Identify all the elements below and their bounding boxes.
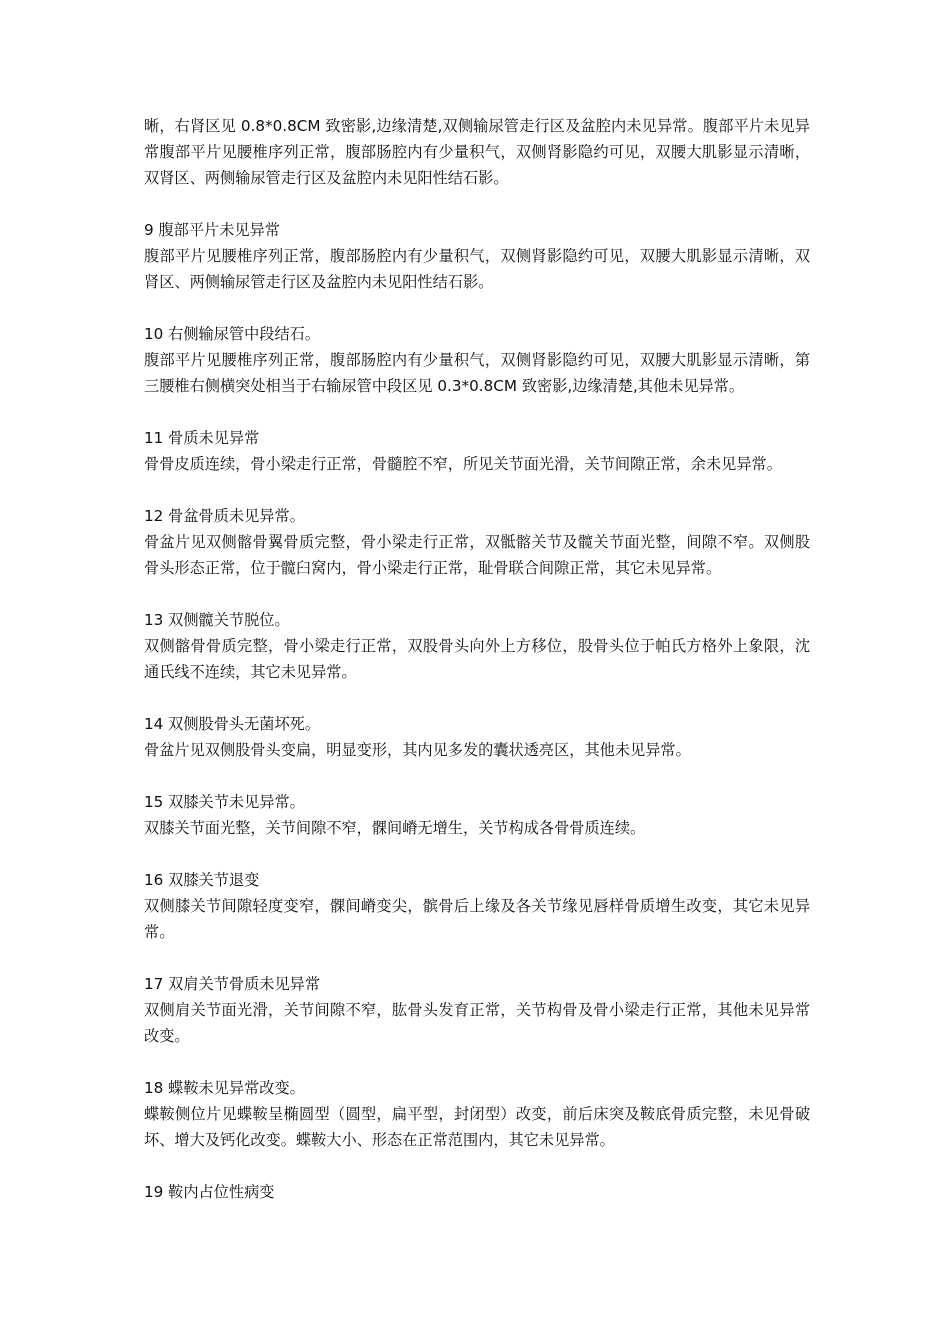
- section-17: [144, 971, 810, 1049]
- section-body: 双膝关节面光整，关节间隙不窄，髁间嵴无增生，关节构成各骨骨质连续。: [144, 819, 646, 837]
- section-heading: 15 双膝关节未见异常。: [144, 793, 305, 811]
- section-body: 腹部平片见腰椎序列正常，腹部肠腔内有少量积气，双侧肾影隐约可见，双腰大肌影显示清晰，双肾区、两侧输尿管走行区及盆腔内未见阳性结石影。: [144, 247, 810, 291]
- section-11: [144, 425, 810, 477]
- section-body: 骨盆片见双侧股骨头变扁，明显变形，其内见多发的囊状透亮区，其他未见异常。: [144, 741, 691, 759]
- section-10: [144, 321, 810, 399]
- section-body: 骨盆片见双侧髂骨翼骨质完整，骨小梁走行正常，双骶髂关节及髋关节面光整，间隙不窄。双侧股骨头形态正常，位于髋臼窝内，骨小梁走行正常，耻骨联合间隙正常，其它未见异常。: [144, 533, 810, 577]
- intro-paragraph: 晰，右肾区见 0.8*0.8CM 致密影,边缘清楚,双侧输尿管走行区及盆腔内未见异常。腹部平片未见异常腹部平片见腰椎序列正常，腹部肠腔内有少量积气，双侧肾影隐约可见，双腰大肌影显示清晰，双肾区、两侧输尿管走行区及盆腔内未见阳性结石影。: [144, 117, 810, 187]
- section-13: [144, 607, 810, 685]
- section-heading: 10 右侧输尿管中段结石。: [144, 325, 321, 343]
- section-heading: 12 骨盆骨质未见异常。: [144, 507, 305, 525]
- section-16: [144, 867, 810, 945]
- section-heading: 13 双侧髋关节脱位。: [144, 611, 290, 629]
- section-body: 双侧髂骨骨质完整，骨小梁走行正常，双股骨头向外上方移位，股骨头位于帕氏方格外上象限，沈通氏线不连续，其它未见异常。: [144, 637, 810, 681]
- section-heading: 19 鞍内占位性病变: [144, 1183, 275, 1201]
- section-body: 骨骨皮质连续，骨小梁走行正常，骨髓腔不窄，所见关节面光滑，关节间隙正常，余未见异常。: [144, 455, 782, 473]
- section-heading: 16 双膝关节退变: [144, 871, 260, 889]
- section-body: 蝶鞍侧位片见蝶鞍呈椭圆型（圆型，扁平型，封闭型）改变，前后床突及鞍底骨质完整，未见骨破坏、增大及钙化改变。蝶鞍大小、形态在正常范围内，其它未见异常。: [144, 1105, 810, 1149]
- section-18: [144, 1075, 810, 1153]
- section-12: [144, 503, 810, 581]
- section-19: [144, 1179, 810, 1205]
- document-content: [144, 113, 810, 1205]
- section-heading: 18 蝶鞍未见异常改变。: [144, 1079, 305, 1097]
- section-body: 双侧肩关节面光滑，关节间隙不窄，肱骨头发育正常，关节构骨及骨小梁走行正常，其他未见异常改变。: [144, 1001, 810, 1045]
- section-heading: 9 腹部平片未见异常: [144, 221, 280, 239]
- section-body: 腹部平片见腰椎序列正常，腹部肠腔内有少量积气，双侧肾影隐约可见，双腰大肌影显示清晰，第三腰椎右侧横突处相当于右输尿管中段区见 0.3*0.8CM 致密影,边缘清楚,其他未见异常。: [144, 351, 810, 395]
- section-body: 双侧膝关节间隙轻度变窄，髁间嵴变尖，髌骨后上缘及各关节缘见唇样骨质增生改变，其它未见异常。: [144, 897, 810, 941]
- section-heading: 14 双侧股骨头无菌坏死。: [144, 715, 321, 733]
- section-14: [144, 711, 810, 763]
- section-heading: 17 双肩关节骨质未见异常: [144, 975, 321, 993]
- section-heading: 11 骨质未见异常: [144, 429, 260, 447]
- section-15: [144, 789, 810, 841]
- section-9: [144, 217, 810, 295]
